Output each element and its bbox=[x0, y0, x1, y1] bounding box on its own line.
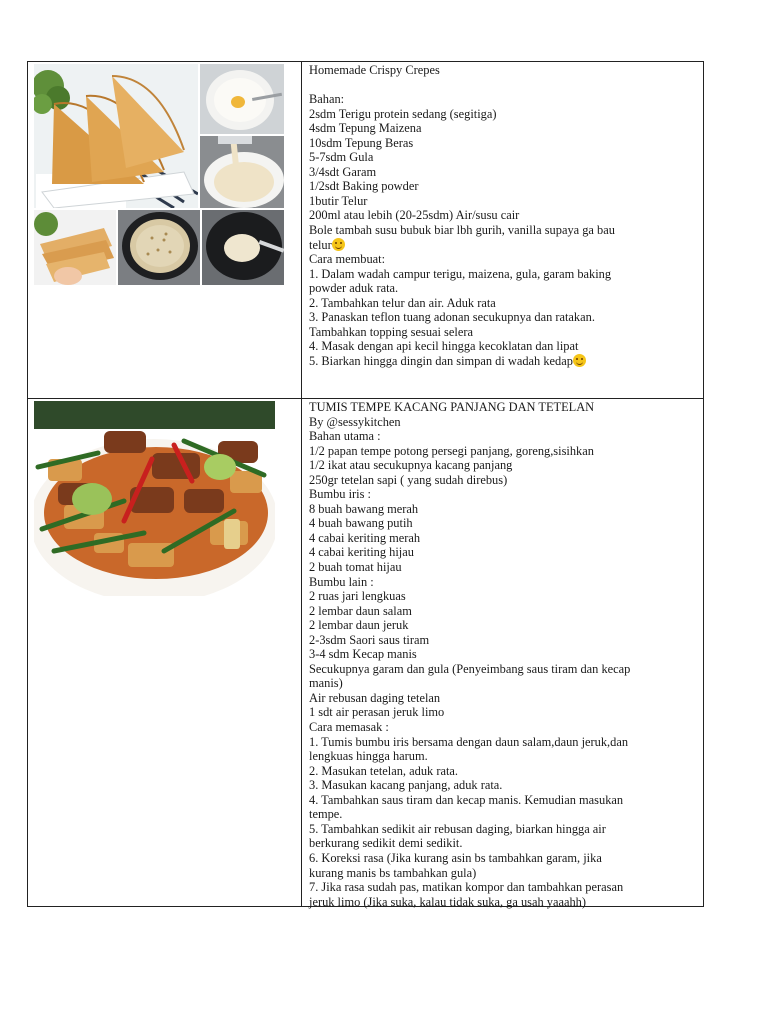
recipe-row-tumis-tempe bbox=[28, 399, 703, 909]
ingredient-line: 3-4 sdm Kecap manis bbox=[309, 647, 417, 662]
step-line: berkurang sedikit demi sedikit. bbox=[309, 836, 463, 851]
section-heading: Cara membuat: bbox=[309, 252, 386, 267]
recipe-title: Homemade Crispy Crepes bbox=[309, 63, 440, 77]
step-line: 5. Tambahkan sedikit air rebusan daging, biarkan hingga air bbox=[309, 821, 606, 836]
step-line: Tambahkan topping sesuai selera bbox=[309, 324, 473, 339]
step-line: 5. Biarkan hingga dingin dan simpan di wadah kedap bbox=[309, 354, 697, 369]
ingredient-line: 2-3sdm Saori saus tiram bbox=[309, 632, 430, 647]
step-line: 4. Masak dengan api kecil hingga kecoklatan dan lipat bbox=[309, 339, 579, 354]
recipe-table bbox=[27, 61, 704, 907]
crepe-rolls-photo bbox=[34, 210, 116, 285]
step-line: 3. Masukan kacang panjang, aduk rata. bbox=[309, 778, 503, 793]
step-line: jeruk limo (Jika suka, kalau tidak suka, ga usah yaaahh) bbox=[309, 894, 586, 909]
ingredient-line: 1/2 ikat atau secukupnya kacang panjang bbox=[309, 458, 513, 473]
step-line: 7. Jika rasa sudah pas, matikan kompor dan tambahkan perasan bbox=[309, 880, 624, 895]
ingredient-line: 5-7sdm Gula bbox=[309, 150, 374, 165]
step-line: lengkuas hingga harum. bbox=[309, 749, 428, 764]
recipe-text-tumis-tempe bbox=[302, 399, 703, 909]
ingredient-line: 2 lembar daun jeruk bbox=[309, 618, 409, 633]
ingredient-line: 4 cabai keriting hijau bbox=[309, 545, 414, 560]
ingredient-line: Secukupnya garam dan gula (Penyeimbang saus tiram dan kecap bbox=[309, 661, 631, 676]
ingredient-line: 4sdm Tepung Maizena bbox=[309, 121, 422, 136]
smiling-face-icon bbox=[332, 238, 345, 251]
blank-line bbox=[309, 78, 697, 93]
recipe-author: By @sessykitchen bbox=[309, 414, 401, 429]
ingredient-line: 1/2sdt Baking powder bbox=[309, 179, 419, 194]
note-line: telur bbox=[309, 238, 697, 253]
step-line: 2. Masukan tetelan, aduk rata. bbox=[309, 763, 458, 778]
ingredient-line: 2sdm Terigu protein sedang (segitiga) bbox=[309, 106, 497, 121]
step-line: 6. Koreksi rasa (Jika kurang asin bs tambahkan garam, jika bbox=[309, 850, 602, 865]
crepes-photo-collage bbox=[34, 64, 284, 285]
ingredient-line: 4 cabai keriting merah bbox=[309, 530, 421, 545]
ingredient-line: 1butir Telur bbox=[309, 193, 368, 208]
ingredient-line: 2 ruas jari lengkuas bbox=[309, 589, 406, 604]
ingredient-line: 1/2 papan tempe potong persegi panjang, goreng,sisihkan bbox=[309, 443, 594, 458]
section-heading: Bahan utama : bbox=[309, 429, 381, 444]
ingredient-line: 250gr tetelan sapi ( yang sudah direbus) bbox=[309, 472, 508, 487]
recipe-row-crepes bbox=[28, 62, 703, 399]
ingredient-line: 10sdm Tepung Beras bbox=[309, 135, 414, 150]
ingredient-line: manis) bbox=[309, 676, 343, 691]
step-line: powder aduk rata. bbox=[309, 281, 399, 296]
step-line: 1. Dalam wadah campur terigu, maizena, gula, garam baking bbox=[309, 266, 612, 281]
recipe-text-crepes bbox=[302, 62, 703, 398]
ingredient-line: Air rebusan daging tetelan bbox=[309, 690, 441, 705]
ingredient-line: 3/4sdt Garam bbox=[309, 164, 377, 179]
section-heading: Bumbu iris : bbox=[309, 487, 371, 502]
step-line: kurang manis bs tambahkan gula) bbox=[309, 865, 477, 880]
batter-pour-photo bbox=[200, 136, 284, 208]
ingredient-line: 1 sdt air perasan jeruk limo bbox=[309, 705, 445, 720]
stir-fry-photo bbox=[34, 401, 275, 596]
section-heading: Bahan: bbox=[309, 92, 345, 107]
ingredient-line: 4 buah bawang putih bbox=[309, 516, 413, 531]
crepes-folded-photo bbox=[34, 64, 198, 208]
recipe-title: TUMIS TEMPE KACANG PANJANG DAN TETELAN bbox=[309, 400, 595, 414]
ingredient-line: 2 lembar daun salam bbox=[309, 603, 412, 618]
note-line: Bole tambah susu bubuk biar lbh gurih, vanilla supaya ga bau bbox=[309, 223, 615, 238]
ingredient-line: 2 buah tomat hijau bbox=[309, 560, 402, 575]
smiling-face-icon bbox=[573, 354, 586, 367]
step-line: 1. Tumis bumbu iris bersama dengan daun salam,daun jeruk,dan bbox=[309, 734, 629, 749]
step-line: tempe. bbox=[309, 807, 343, 822]
ingredient-line: 8 buah bawang merah bbox=[309, 501, 419, 516]
section-heading: Cara memasak : bbox=[309, 720, 389, 735]
batter-in-pan-photo bbox=[202, 210, 284, 285]
crepe-in-pan-photo bbox=[118, 210, 200, 285]
flour-bowl-photo bbox=[200, 64, 284, 134]
image-cell bbox=[28, 399, 302, 906]
step-line: 2. Tambahkan telur dan air. Aduk rata bbox=[309, 295, 496, 310]
image-cell bbox=[28, 62, 302, 398]
section-heading: Bumbu lain : bbox=[309, 574, 374, 589]
step-line: 4. Tambahkan saus tiram dan kecap manis. Kemudian masukan bbox=[309, 792, 624, 807]
ingredient-line: 200ml atau lebih (20-25sdm) Air/susu cair bbox=[309, 208, 520, 223]
step-line: 3. Panaskan teflon tuang adonan secukupnya dan ratakan. bbox=[309, 310, 595, 325]
